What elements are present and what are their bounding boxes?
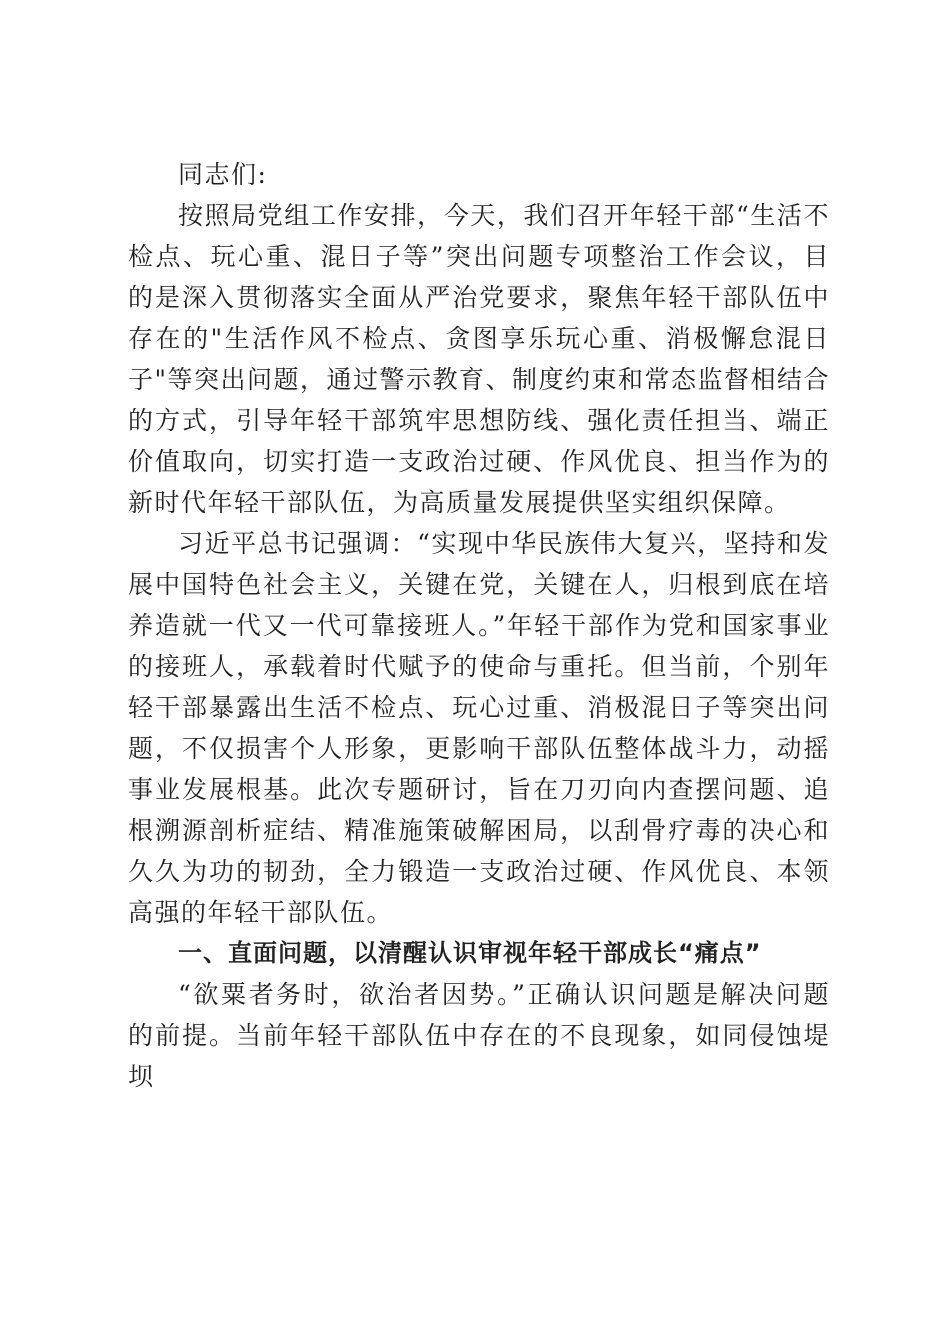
document-body bbox=[128, 154, 830, 1097]
body-paragraph: 按照局党组工作安排，今天，我们召开年轻干部“生活不检点、玩心重、混日子等”突出问题专项整治工作会议，目的是深入贯彻落实全面从严治党要求，聚焦年轻干部队伍中存在的"生活作风不检点、贪图享乐玩心重、消极懈怠混日子"等突出问题，通过警示教育、制度约束和常态监督相结合的方式，引导年轻干部筑牢思想防线、强化责任担当、端正价值取向，切实打造一支政治过硬、作风优良、担当作为的新时代年轻干部队伍，为高质量发展提供坚实组织保障。 bbox=[128, 201, 831, 517]
body-paragraph: “欲粟者务时，欲治者因势。”正确认识问题是解决问题的前提。当前年轻干部队伍中存在的不良现象，如同侵蚀堤坝 bbox=[128, 980, 830, 1091]
section-heading: 一、直面问题，以清醒认识审视年轻干部成长“痛点” bbox=[178, 939, 762, 967]
greeting: 同志们: bbox=[178, 160, 268, 189]
body-paragraph: 习近平总书记强调：“实现中华民族伟大复兴，坚持和发展中国特色社会主义，关键在党，关键在人，归根到底在培养造就一代又一代可靠接班人。”年轻干部作为党和国家事业的接班人，承载着时代赋予的使命与重托。但当前，个别年轻干部暴露出生活不检点、玩心过重、消极混日子等突出问题，不仅损害个人形象，更影响干部队伍整体战斗力，动摇事业发展根基。此次专题研讨，旨在刀刃向内查摆问题、追根溯源剖析症结、精准施策破解困局，以刮骨疗毒的决心和久久为功的韧劲，全力锻造一支政治过硬、作风优良、本领高强的年轻干部队伍。 bbox=[128, 529, 830, 927]
